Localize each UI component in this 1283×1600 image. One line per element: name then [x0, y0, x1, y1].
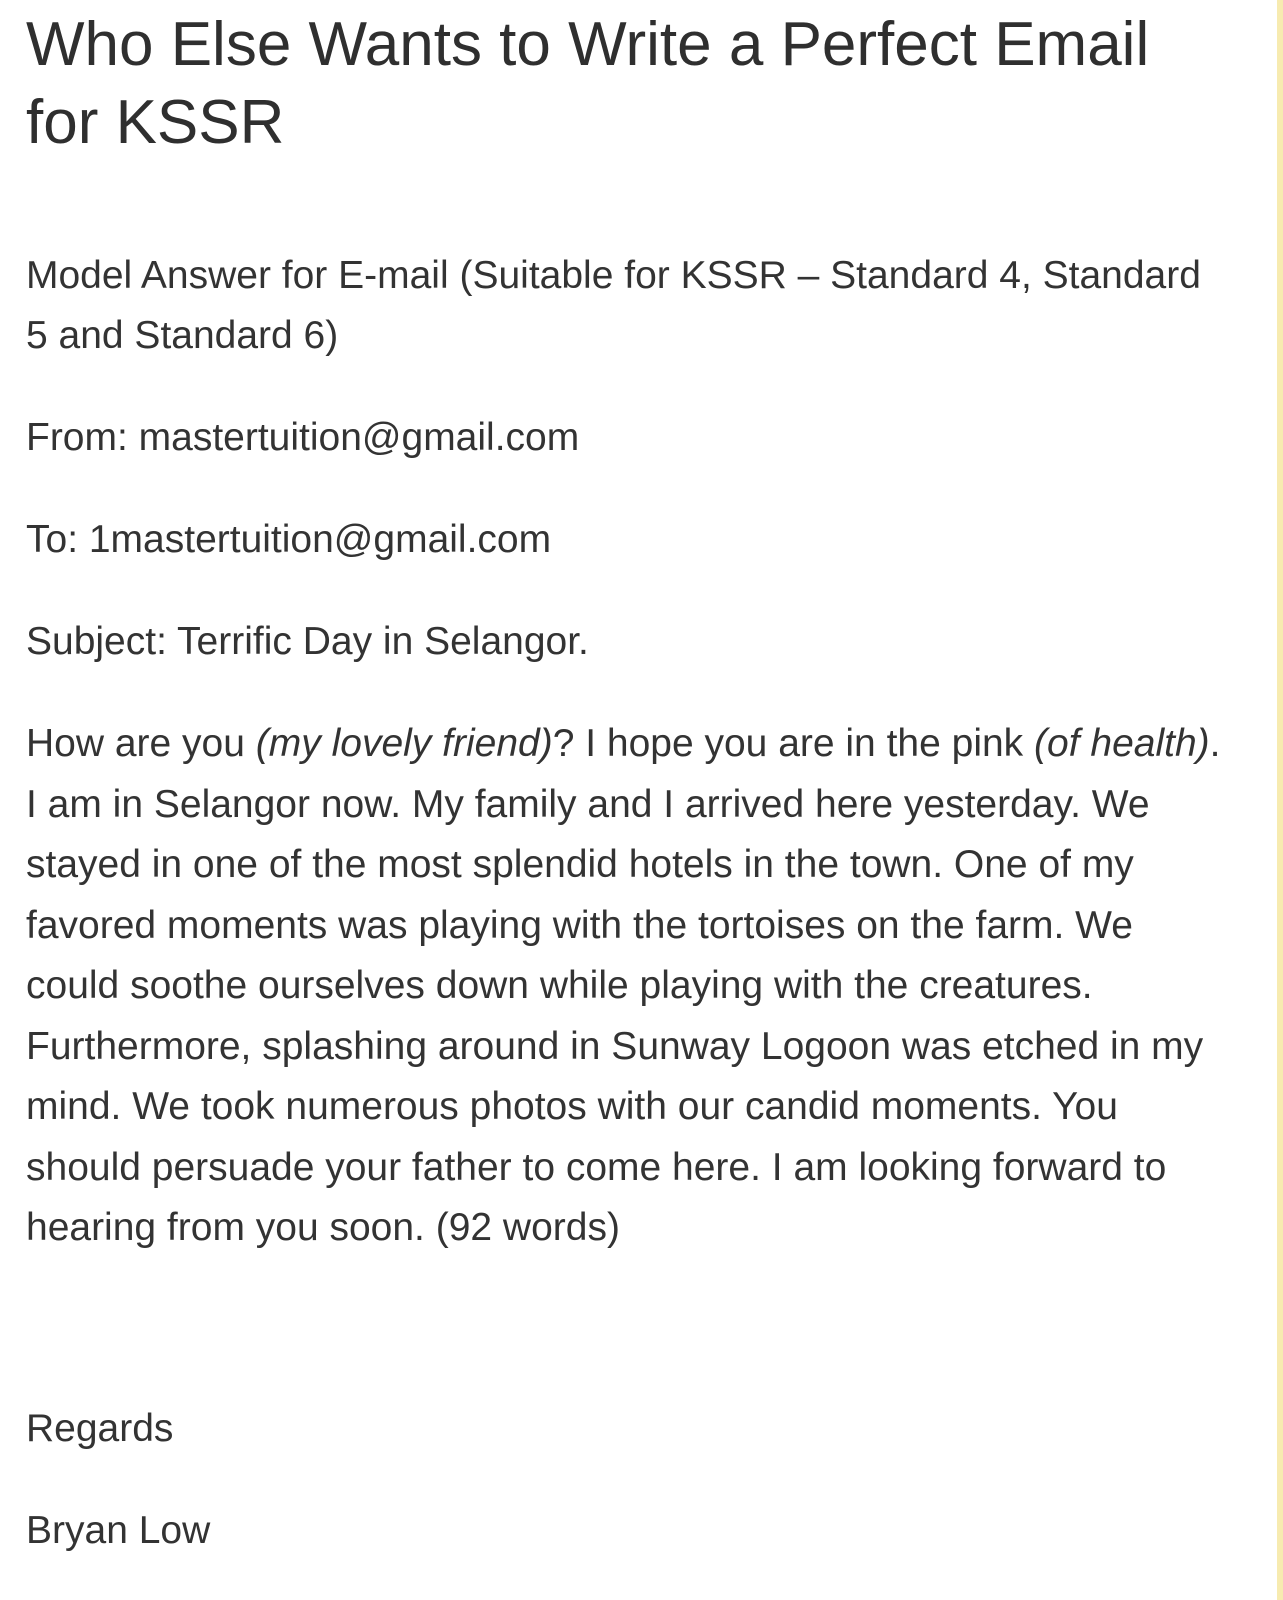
- email-from-line: From: mastertuition@gmail.com: [26, 416, 580, 459]
- body-text-2: ? I hope you are in the pink: [552, 722, 1035, 765]
- email-signature: Bryan Low: [26, 1508, 211, 1552]
- article: [26, 0, 1231, 1561]
- email-to-line: To: 1mastertuition@gmail.com: [26, 518, 552, 561]
- intro-paragraph: Model Answer for E-mail (Suitable for KSSR – Standard 4, Standard 5 and Standard 6): [26, 254, 1201, 357]
- email-body-paragraph: [26, 714, 1231, 1259]
- body-italic-1: (my lovely friend): [255, 722, 553, 765]
- article-title: Who Else Wants to Write a Perfect Email for KSSR: [26, 10, 1150, 157]
- body-text-3: . I am in Selangor now. My family and I arrived here yesterday. We stayed in one of the most splendid hotels in the town. One of my favored moments was playing with the tortoises on the farm. We could soothe ourselves down while playing with the creatures. Furthermore, splashing around in Sunway Logoon was etched in my mind. We took numerous photos with our candid moments. You should persuade your father to come here. I am looking forward to hearing from you soon. (92 words): [26, 722, 1221, 1249]
- body-text-1: How are you: [26, 722, 256, 765]
- page-edge-divider: [1277, 0, 1283, 1600]
- email-closing: Regards: [26, 1406, 174, 1450]
- email-subject-line: Subject: Terrific Day in Selangor.: [26, 620, 589, 663]
- body-italic-2: (of health): [1034, 722, 1210, 765]
